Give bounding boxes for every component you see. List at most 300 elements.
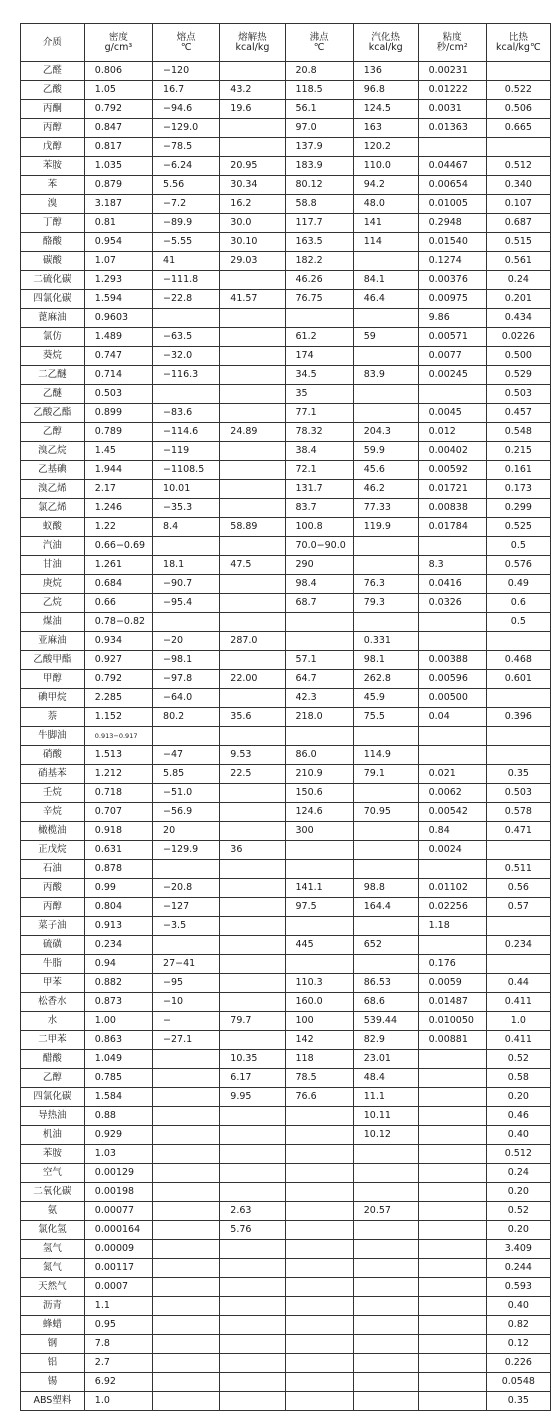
cell-boiling-point: 83.7	[285, 499, 353, 518]
cell-specific-heat: 0.299	[486, 499, 550, 518]
cell-heat-of-vaporization: 59.9	[353, 442, 418, 461]
cell-viscosity	[418, 1183, 486, 1202]
cell-specific-heat: 0.471	[486, 822, 550, 841]
cell-viscosity: 0.00245	[418, 366, 486, 385]
cell-viscosity	[418, 746, 486, 765]
cell-boiling-point	[285, 1373, 353, 1392]
cell-density: 0.78−0.82	[84, 613, 152, 632]
cell-heat-of-vaporization: 98.1	[353, 651, 418, 670]
header-heat-of-fusion	[220, 24, 285, 62]
cell-density: 1.049	[84, 1050, 152, 1069]
cell-viscosity: 0.00596	[418, 670, 486, 689]
cell-heat-of-fusion	[220, 138, 285, 157]
cell-melting-point: −22.8	[153, 290, 220, 309]
cell-heat-of-vaporization: 0.331	[353, 632, 418, 651]
cell-viscosity	[418, 1240, 486, 1259]
cell-heat-of-fusion	[220, 898, 285, 917]
cell-density: 0.0007	[84, 1278, 152, 1297]
cell-medium: 牛脚油	[21, 727, 85, 746]
cell-melting-point: −129.9	[153, 841, 220, 860]
cell-viscosity: 0.01005	[418, 195, 486, 214]
cell-medium: 庚烷	[21, 575, 85, 594]
cell-heat-of-vaporization: 163	[353, 119, 418, 138]
cell-medium: 硫磺	[21, 936, 85, 955]
cell-melting-point: −51.0	[153, 784, 220, 803]
cell-melting-point: −95	[153, 974, 220, 993]
cell-heat-of-vaporization	[353, 1183, 418, 1202]
cell-heat-of-fusion: 2.63	[220, 1202, 285, 1221]
cell-medium: 橄榄油	[21, 822, 85, 841]
cell-melting-point: 20	[153, 822, 220, 841]
cell-heat-of-vaporization	[353, 955, 418, 974]
cell-medium: 萘	[21, 708, 85, 727]
cell-heat-of-vaporization: 11.1	[353, 1088, 418, 1107]
cell-melting-point: −63.5	[153, 328, 220, 347]
cell-medium: 氯化氢	[21, 1221, 85, 1240]
cell-density: 1.0	[84, 1392, 152, 1411]
cell-density: 0.99	[84, 879, 152, 898]
cell-density: 1.035	[84, 157, 152, 176]
cell-density: 0.00077	[84, 1202, 152, 1221]
cell-medium: 甘油	[21, 556, 85, 575]
table-row	[21, 1316, 551, 1335]
cell-heat-of-fusion: 41.57	[220, 290, 285, 309]
cell-melting-point: −83.6	[153, 404, 220, 423]
cell-melting-point	[153, 1221, 220, 1240]
table-row	[21, 499, 551, 518]
cell-boiling-point: 77.1	[285, 404, 353, 423]
cell-heat-of-fusion	[220, 385, 285, 404]
cell-heat-of-vaporization: 120.2	[353, 138, 418, 157]
cell-specific-heat: 0.46	[486, 1107, 550, 1126]
table-row	[21, 670, 551, 689]
cell-viscosity: 0.01222	[418, 81, 486, 100]
cell-specific-heat	[486, 138, 550, 157]
cell-density: 1.1	[84, 1297, 152, 1316]
cell-medium: 苯胺	[21, 157, 85, 176]
header-label: 汽化热	[371, 31, 400, 43]
cell-melting-point	[153, 1240, 220, 1259]
header-unit: g/cm³	[104, 41, 133, 53]
cell-boiling-point	[285, 1202, 353, 1221]
cell-specific-heat: 0.503	[486, 784, 550, 803]
cell-viscosity: 0.1274	[418, 252, 486, 271]
cell-density: 0.806	[84, 62, 152, 81]
cell-boiling-point: 34.5	[285, 366, 353, 385]
cell-specific-heat: 0.52	[486, 1050, 550, 1069]
cell-heat-of-vaporization	[353, 841, 418, 860]
cell-viscosity	[418, 1259, 486, 1278]
cell-medium: 甲醇	[21, 670, 85, 689]
cell-boiling-point	[285, 1126, 353, 1145]
cell-medium: 壬烷	[21, 784, 85, 803]
cell-boiling-point	[285, 1183, 353, 1202]
cell-melting-point: −32.0	[153, 347, 220, 366]
table-row	[21, 1183, 551, 1202]
cell-medium: 乙烷	[21, 594, 85, 613]
cell-medium: 牛脂	[21, 955, 85, 974]
cell-density: 0.66	[84, 594, 152, 613]
table-row	[21, 993, 551, 1012]
cell-medium: 汽油	[21, 537, 85, 556]
cell-heat-of-vaporization: 141	[353, 214, 418, 233]
table-row	[21, 404, 551, 423]
cell-viscosity	[418, 1050, 486, 1069]
cell-medium: 溴乙烯	[21, 480, 85, 499]
cell-density: 3.187	[84, 195, 152, 214]
cell-density: 0.503	[84, 385, 152, 404]
cell-specific-heat: 0.24	[486, 1164, 550, 1183]
cell-boiling-point	[285, 1392, 353, 1411]
cell-medium: 苯胺	[21, 1145, 85, 1164]
cell-specific-heat: 0.506	[486, 100, 550, 119]
table-row	[21, 366, 551, 385]
cell-viscosity	[418, 1354, 486, 1373]
cell-boiling-point: 76.6	[285, 1088, 353, 1107]
cell-viscosity	[418, 1373, 486, 1392]
cell-medium: 硝酸	[21, 746, 85, 765]
table-row	[21, 1297, 551, 1316]
cell-specific-heat: 0.20	[486, 1221, 550, 1240]
cell-viscosity: 0.00402	[418, 442, 486, 461]
cell-heat-of-vaporization: 45.9	[353, 689, 418, 708]
cell-density: 0.684	[84, 575, 152, 594]
cell-specific-heat: 1.0	[486, 1012, 550, 1031]
table-row	[21, 1202, 551, 1221]
cell-medium: 四氯化碳	[21, 1088, 85, 1107]
cell-medium: 溴	[21, 195, 85, 214]
cell-melting-point	[153, 1050, 220, 1069]
cell-medium: 丙酸	[21, 879, 85, 898]
cell-heat-of-vaporization	[353, 1297, 418, 1316]
cell-heat-of-fusion	[220, 537, 285, 556]
table-row	[21, 1354, 551, 1373]
cell-medium: 溴乙烷	[21, 442, 85, 461]
cell-specific-heat: 0.40	[486, 1297, 550, 1316]
cell-boiling-point: 46.26	[285, 271, 353, 290]
cell-heat-of-fusion	[220, 1373, 285, 1392]
cell-density: 1.594	[84, 290, 152, 309]
table-row	[21, 1221, 551, 1240]
cell-heat-of-fusion	[220, 442, 285, 461]
cell-melting-point	[153, 1259, 220, 1278]
cell-density: 0.878	[84, 860, 152, 879]
cell-boiling-point: 97.5	[285, 898, 353, 917]
cell-boiling-point	[285, 1240, 353, 1259]
cell-boiling-point: 142	[285, 1031, 353, 1050]
cell-density: 1.05	[84, 81, 152, 100]
cell-viscosity: 0.0062	[418, 784, 486, 803]
cell-specific-heat	[486, 62, 550, 81]
cell-heat-of-fusion	[220, 1392, 285, 1411]
cell-boiling-point: 38.4	[285, 442, 353, 461]
cell-viscosity: 0.0045	[418, 404, 486, 423]
cell-boiling-point	[285, 1164, 353, 1183]
cell-heat-of-fusion: 30.10	[220, 233, 285, 252]
cell-density: 0.714	[84, 366, 152, 385]
cell-boiling-point: 141.1	[285, 879, 353, 898]
cell-specific-heat: 0.201	[486, 290, 550, 309]
cell-melting-point: −97.8	[153, 670, 220, 689]
cell-melting-point	[153, 1202, 220, 1221]
cell-melting-point: 41	[153, 252, 220, 271]
cell-density: 0.66−0.69	[84, 537, 152, 556]
cell-melting-point: −94.6	[153, 100, 220, 119]
table-row	[21, 290, 551, 309]
table-row	[21, 328, 551, 347]
cell-specific-heat: 0.40	[486, 1126, 550, 1145]
cell-viscosity: 0.04467	[418, 157, 486, 176]
cell-density: 0.81	[84, 214, 152, 233]
header-unit: 秒/cm²	[436, 41, 468, 53]
cell-viscosity: 0.176	[418, 955, 486, 974]
cell-medium: 丙酮	[21, 100, 85, 119]
cell-specific-heat: 0.57	[486, 898, 550, 917]
cell-viscosity: 0.00500	[418, 689, 486, 708]
cell-melting-point: −56.9	[153, 803, 220, 822]
cell-heat-of-fusion	[220, 328, 285, 347]
cell-boiling-point	[285, 309, 353, 328]
cell-heat-of-fusion: 9.53	[220, 746, 285, 765]
cell-medium: ABS塑料	[21, 1392, 85, 1411]
cell-specific-heat: 0.58	[486, 1069, 550, 1088]
cell-boiling-point: 35	[285, 385, 353, 404]
cell-heat-of-fusion	[220, 1316, 285, 1335]
cell-specific-heat: 0.561	[486, 252, 550, 271]
cell-boiling-point	[285, 1221, 353, 1240]
cell-melting-point: −129.0	[153, 119, 220, 138]
cell-melting-point	[153, 1278, 220, 1297]
cell-medium: 煤油	[21, 613, 85, 632]
table-row	[21, 1088, 551, 1107]
table-row	[21, 803, 551, 822]
cell-heat-of-fusion	[220, 499, 285, 518]
cell-melting-point	[153, 860, 220, 879]
table-row	[21, 1164, 551, 1183]
cell-viscosity	[418, 1392, 486, 1411]
cell-melting-point: −27.1	[153, 1031, 220, 1050]
cell-melting-point: −111.8	[153, 271, 220, 290]
table-row	[21, 157, 551, 176]
cell-melting-point: −119	[153, 442, 220, 461]
cell-heat-of-fusion	[220, 1240, 285, 1259]
cell-heat-of-fusion	[220, 822, 285, 841]
cell-specific-heat: 0.515	[486, 233, 550, 252]
cell-density: 0.847	[84, 119, 152, 138]
cell-heat-of-fusion: 287.0	[220, 632, 285, 651]
cell-medium: 醋酸	[21, 1050, 85, 1069]
cell-heat-of-vaporization: 46.4	[353, 290, 418, 309]
cell-boiling-point: 117.7	[285, 214, 353, 233]
cell-heat-of-vaporization	[353, 404, 418, 423]
cell-viscosity: 0.0031	[418, 100, 486, 119]
cell-medium: 石油	[21, 860, 85, 879]
cell-boiling-point	[285, 1259, 353, 1278]
cell-medium: 松香水	[21, 993, 85, 1012]
cell-specific-heat: 0.173	[486, 480, 550, 499]
cell-melting-point: −20	[153, 632, 220, 651]
cell-heat-of-vaporization	[353, 860, 418, 879]
cell-density: 1.489	[84, 328, 152, 347]
cell-medium: 氢气	[21, 1240, 85, 1259]
header-viscosity	[418, 24, 486, 62]
cell-heat-of-vaporization: 45.6	[353, 461, 418, 480]
cell-viscosity: 0.00571	[418, 328, 486, 347]
cell-viscosity: 0.0416	[418, 575, 486, 594]
cell-medium: 导热油	[21, 1107, 85, 1126]
table-row	[21, 746, 551, 765]
cell-specific-heat	[486, 955, 550, 974]
table-row	[21, 556, 551, 575]
cell-boiling-point: 150.6	[285, 784, 353, 803]
cell-specific-heat: 0.511	[486, 860, 550, 879]
cell-boiling-point: 97.0	[285, 119, 353, 138]
cell-boiling-point: 110.3	[285, 974, 353, 993]
cell-viscosity: 9.86	[418, 309, 486, 328]
cell-viscosity: 0.04	[418, 708, 486, 727]
cell-melting-point	[153, 1316, 220, 1335]
cell-boiling-point: 218.0	[285, 708, 353, 727]
cell-boiling-point: 72.1	[285, 461, 353, 480]
cell-viscosity: 0.0059	[418, 974, 486, 993]
cell-specific-heat: 0.529	[486, 366, 550, 385]
header-label: 比热	[508, 31, 528, 43]
cell-melting-point: −90.7	[153, 575, 220, 594]
cell-heat-of-fusion	[220, 1354, 285, 1373]
cell-heat-of-fusion: 6.17	[220, 1069, 285, 1088]
cell-specific-heat: 0.576	[486, 556, 550, 575]
cell-boiling-point	[285, 841, 353, 860]
cell-melting-point: −47	[153, 746, 220, 765]
cell-heat-of-fusion	[220, 917, 285, 936]
table-row	[21, 1240, 551, 1259]
cell-heat-of-vaporization	[353, 727, 418, 746]
cell-boiling-point: 124.6	[285, 803, 353, 822]
cell-heat-of-vaporization	[353, 1259, 418, 1278]
cell-boiling-point: 100.8	[285, 518, 353, 537]
cell-heat-of-vaporization: 23.01	[353, 1050, 418, 1069]
cell-melting-point: −	[153, 1012, 220, 1031]
cell-boiling-point	[285, 613, 353, 632]
cell-density: 0.00198	[84, 1183, 152, 1202]
cell-medium: 菜子油	[21, 917, 85, 936]
header-label: 熔点	[176, 31, 196, 43]
cell-melting-point	[153, 936, 220, 955]
cell-density: 0.927	[84, 651, 152, 670]
cell-medium: 二氧化碳	[21, 1183, 85, 1202]
cell-viscosity	[418, 1278, 486, 1297]
table-row	[21, 708, 551, 727]
cell-boiling-point	[285, 1354, 353, 1373]
cell-heat-of-vaporization: 204.3	[353, 423, 418, 442]
cell-boiling-point	[285, 1107, 353, 1126]
cell-heat-of-fusion	[220, 480, 285, 499]
cell-specific-heat: 0.548	[486, 423, 550, 442]
cell-heat-of-fusion: 19.6	[220, 100, 285, 119]
cell-specific-heat: 0.665	[486, 119, 550, 138]
cell-heat-of-vaporization	[353, 822, 418, 841]
cell-viscosity: 0.0326	[418, 594, 486, 613]
table-row	[21, 347, 551, 366]
cell-heat-of-vaporization	[353, 1316, 418, 1335]
table-row	[21, 271, 551, 290]
cell-heat-of-fusion: 30.34	[220, 176, 285, 195]
cell-melting-point	[153, 1088, 220, 1107]
table-row	[21, 727, 551, 746]
cell-melting-point	[153, 1297, 220, 1316]
cell-heat-of-fusion	[220, 784, 285, 803]
cell-viscosity	[418, 632, 486, 651]
cell-specific-heat: 0.215	[486, 442, 550, 461]
cell-specific-heat: 0.52	[486, 1202, 550, 1221]
cell-heat-of-fusion: 47.5	[220, 556, 285, 575]
cell-boiling-point: 137.9	[285, 138, 353, 157]
cell-melting-point	[153, 385, 220, 404]
cell-heat-of-fusion	[220, 404, 285, 423]
cell-boiling-point: 98.4	[285, 575, 353, 594]
cell-boiling-point	[285, 860, 353, 879]
cell-density: 0.00009	[84, 1240, 152, 1259]
cell-heat-of-vaporization: 136	[353, 62, 418, 81]
cell-medium: 水	[21, 1012, 85, 1031]
cell-heat-of-vaporization	[353, 556, 418, 575]
cell-heat-of-fusion: 9.95	[220, 1088, 285, 1107]
table-row	[21, 1069, 551, 1088]
cell-melting-point: −116.3	[153, 366, 220, 385]
cell-melting-point: −98.1	[153, 651, 220, 670]
cell-heat-of-fusion	[220, 1335, 285, 1354]
cell-specific-heat: 0.457	[486, 404, 550, 423]
cell-heat-of-fusion: 22.5	[220, 765, 285, 784]
cell-density: 0.789	[84, 423, 152, 442]
cell-heat-of-fusion	[220, 309, 285, 328]
cell-melting-point	[153, 1392, 220, 1411]
cell-boiling-point: 56.1	[285, 100, 353, 119]
cell-density: 0.88	[84, 1107, 152, 1126]
cell-specific-heat	[486, 727, 550, 746]
cell-medium: 蜂蜡	[21, 1316, 85, 1335]
cell-melting-point	[153, 1354, 220, 1373]
cell-heat-of-fusion	[220, 1126, 285, 1145]
cell-medium: 钢	[21, 1335, 85, 1354]
cell-heat-of-fusion: 5.76	[220, 1221, 285, 1240]
cell-melting-point	[153, 1373, 220, 1392]
cell-viscosity: 1.18	[418, 917, 486, 936]
cell-boiling-point: 70.0−90.0	[285, 537, 353, 556]
cell-density: 2.285	[84, 689, 152, 708]
cell-heat-of-fusion	[220, 879, 285, 898]
cell-heat-of-vaporization: 119.9	[353, 518, 418, 537]
cell-density: 0.792	[84, 100, 152, 119]
table-row	[21, 594, 551, 613]
cell-viscosity	[418, 1316, 486, 1335]
cell-heat-of-vaporization: 68.6	[353, 993, 418, 1012]
cell-heat-of-vaporization: 110.0	[353, 157, 418, 176]
cell-melting-point: 27−41	[153, 955, 220, 974]
cell-heat-of-fusion	[220, 347, 285, 366]
cell-boiling-point: 174	[285, 347, 353, 366]
cell-density: 0.00129	[84, 1164, 152, 1183]
cell-heat-of-vaporization: 79.1	[353, 765, 418, 784]
header-unit: kcal/kg	[235, 41, 270, 53]
cell-heat-of-fusion	[220, 689, 285, 708]
cell-medium: 乙酸乙酯	[21, 404, 85, 423]
table-row	[21, 575, 551, 594]
cell-heat-of-fusion	[220, 955, 285, 974]
cell-medium: 乙醚	[21, 385, 85, 404]
cell-viscosity	[418, 860, 486, 879]
cell-melting-point: 5.56	[153, 176, 220, 195]
